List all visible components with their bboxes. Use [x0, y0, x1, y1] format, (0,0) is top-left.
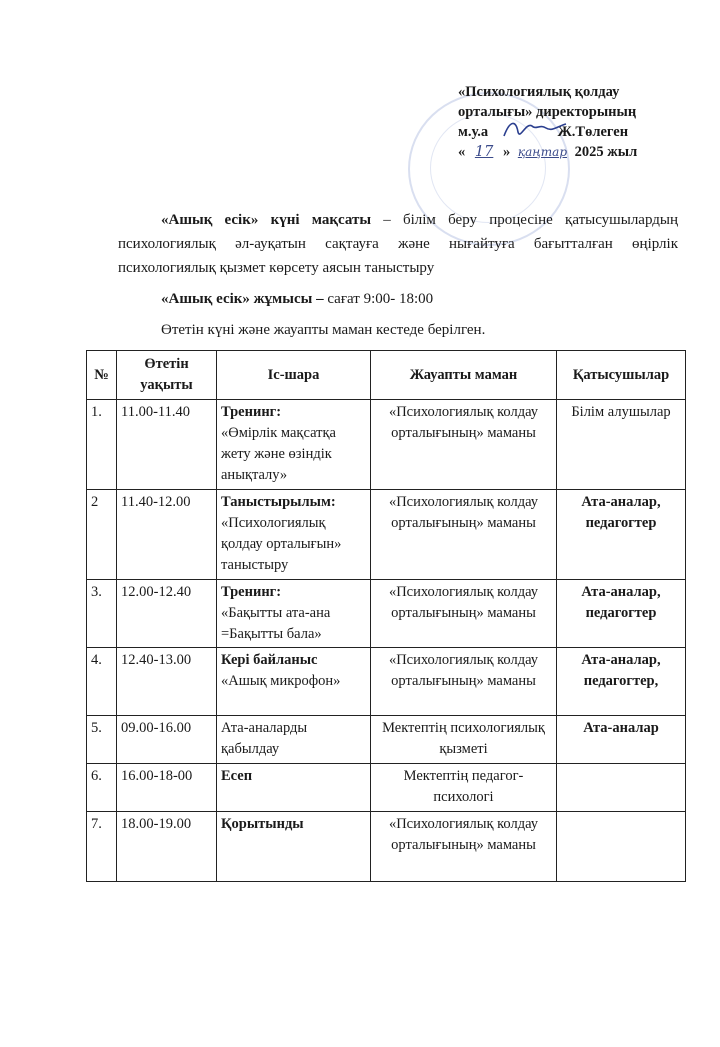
row-num: 6.	[87, 764, 117, 812]
row-responsible: «Психологиялық колдау орталығының» маманы	[371, 648, 557, 716]
row-responsible: Мектептің психологиялық қызметі	[371, 716, 557, 764]
schedule-table	[86, 350, 686, 882]
date-year: 2025 жыл	[574, 144, 638, 160]
row-participants: Ата-аналар, педагогтер	[557, 490, 686, 580]
row-responsible: «Психологиялық колдау орталығының» маманы	[371, 580, 557, 648]
row-event	[217, 764, 371, 812]
table-row	[87, 400, 686, 490]
row-num: 4.	[87, 648, 117, 716]
row-event	[217, 580, 371, 648]
row-participants: Ата-аналар, педагогтер	[557, 580, 686, 648]
row-time: 12.40-13.00	[117, 648, 217, 716]
goal-label: «Ашық есік» күні мақсаты	[161, 212, 372, 228]
row-event	[217, 716, 371, 764]
row-num: 1.	[87, 400, 117, 490]
row-responsible: «Психологиялық колдау орталығының» маманы	[371, 400, 557, 490]
header-responsible: Жауапты маман	[371, 351, 557, 400]
row-num: 3.	[87, 580, 117, 648]
event-desc: «Өмірлік мақсатқа жету және өзіндік анықталу»	[221, 425, 336, 483]
row-event	[217, 490, 371, 580]
row-responsible: «Психологиялық колдау орталығының» маманы	[371, 812, 557, 882]
row-participants: Білім алушылар	[557, 400, 686, 490]
approval-line-4	[458, 142, 698, 162]
event-title: Қорытынды	[221, 816, 304, 832]
header-time	[117, 351, 217, 400]
header-time-line1: Өтетін	[144, 356, 189, 372]
table-header-row	[87, 351, 686, 400]
event-title: Таныстырылым:	[221, 494, 336, 510]
approval-line-1: «Психологиялық қолдау	[458, 84, 620, 100]
table-row	[87, 580, 686, 648]
approval-director-name: Ж.Төлеген	[557, 124, 629, 140]
row-time: 16.00-18-00	[117, 764, 217, 812]
row-time: 12.00-12.40	[117, 580, 217, 648]
event-desc: «Психологиялық қолдау орталығын» таныстыру	[221, 515, 342, 573]
row-time: 18.00-19.00	[117, 812, 217, 882]
row-num: 5.	[87, 716, 117, 764]
approval-block	[458, 82, 698, 162]
row-event	[217, 812, 371, 882]
header-time-line2: уақыты	[140, 377, 193, 393]
event-desc: «Ашық микрофон»	[221, 673, 341, 689]
row-num: 2	[87, 490, 117, 580]
table-row	[87, 648, 686, 716]
row-responsible: Мектептің педагог-психологі	[371, 764, 557, 812]
event-title: Есеп	[221, 768, 253, 784]
row-event	[217, 648, 371, 716]
event-title: Кері байланыс	[221, 652, 318, 668]
row-time: 11.00-11.40	[117, 400, 217, 490]
table-row	[87, 812, 686, 882]
row-time: 09.00-16.00	[117, 716, 217, 764]
row-participants	[557, 764, 686, 812]
date-day: 17	[474, 144, 494, 160]
header-num: №	[87, 351, 117, 400]
working-hours	[161, 287, 681, 311]
table-row	[87, 764, 686, 812]
event-desc: «Бақытты ата-ана =Бақытты бала»	[221, 605, 331, 642]
row-participants: Ата-аналар, педагогтер,	[557, 648, 686, 716]
schedule-note: Өтетін күні және жауапты маман кестеде берілген.	[161, 322, 486, 338]
date-close-quote: »	[502, 144, 511, 160]
header-participants: Қатысушылар	[557, 351, 686, 400]
event-title: Тренинг:	[221, 404, 282, 420]
approval-line-3	[458, 122, 698, 142]
row-num: 7.	[87, 812, 117, 882]
event-desc: Ата-аналарды қабылдау	[221, 720, 308, 757]
row-event	[217, 400, 371, 490]
goal-paragraph	[118, 208, 678, 280]
date-month: қаңтар	[517, 145, 567, 159]
header-event: Іс-шара	[217, 351, 371, 400]
hours-label: «Ашық есік» жұмысы –	[161, 291, 324, 307]
row-participants	[557, 812, 686, 882]
table-row	[87, 716, 686, 764]
goal-text: – білім беру процесіне қатысушылардың психологиялық әл-ауқатын сақтауға және нығайтуға бағытталған өңірлік психологиялық қызмет көрсету аясын таныстыру	[118, 212, 678, 276]
signature-icon	[500, 116, 570, 142]
date-open-quote: «	[458, 144, 466, 160]
event-title: Тренинг:	[221, 584, 282, 600]
approval-line-2: орталығы» директорының	[458, 104, 637, 120]
row-time: 11.40-12.00	[117, 490, 217, 580]
hours-text: сағат 9:00- 18:00	[323, 291, 434, 307]
row-responsible: «Психологиялық колдау орталығының» маманы	[371, 490, 557, 580]
approval-position: м.у.а	[458, 124, 489, 140]
row-participants: Ата-аналар	[557, 716, 686, 764]
table-row	[87, 490, 686, 580]
